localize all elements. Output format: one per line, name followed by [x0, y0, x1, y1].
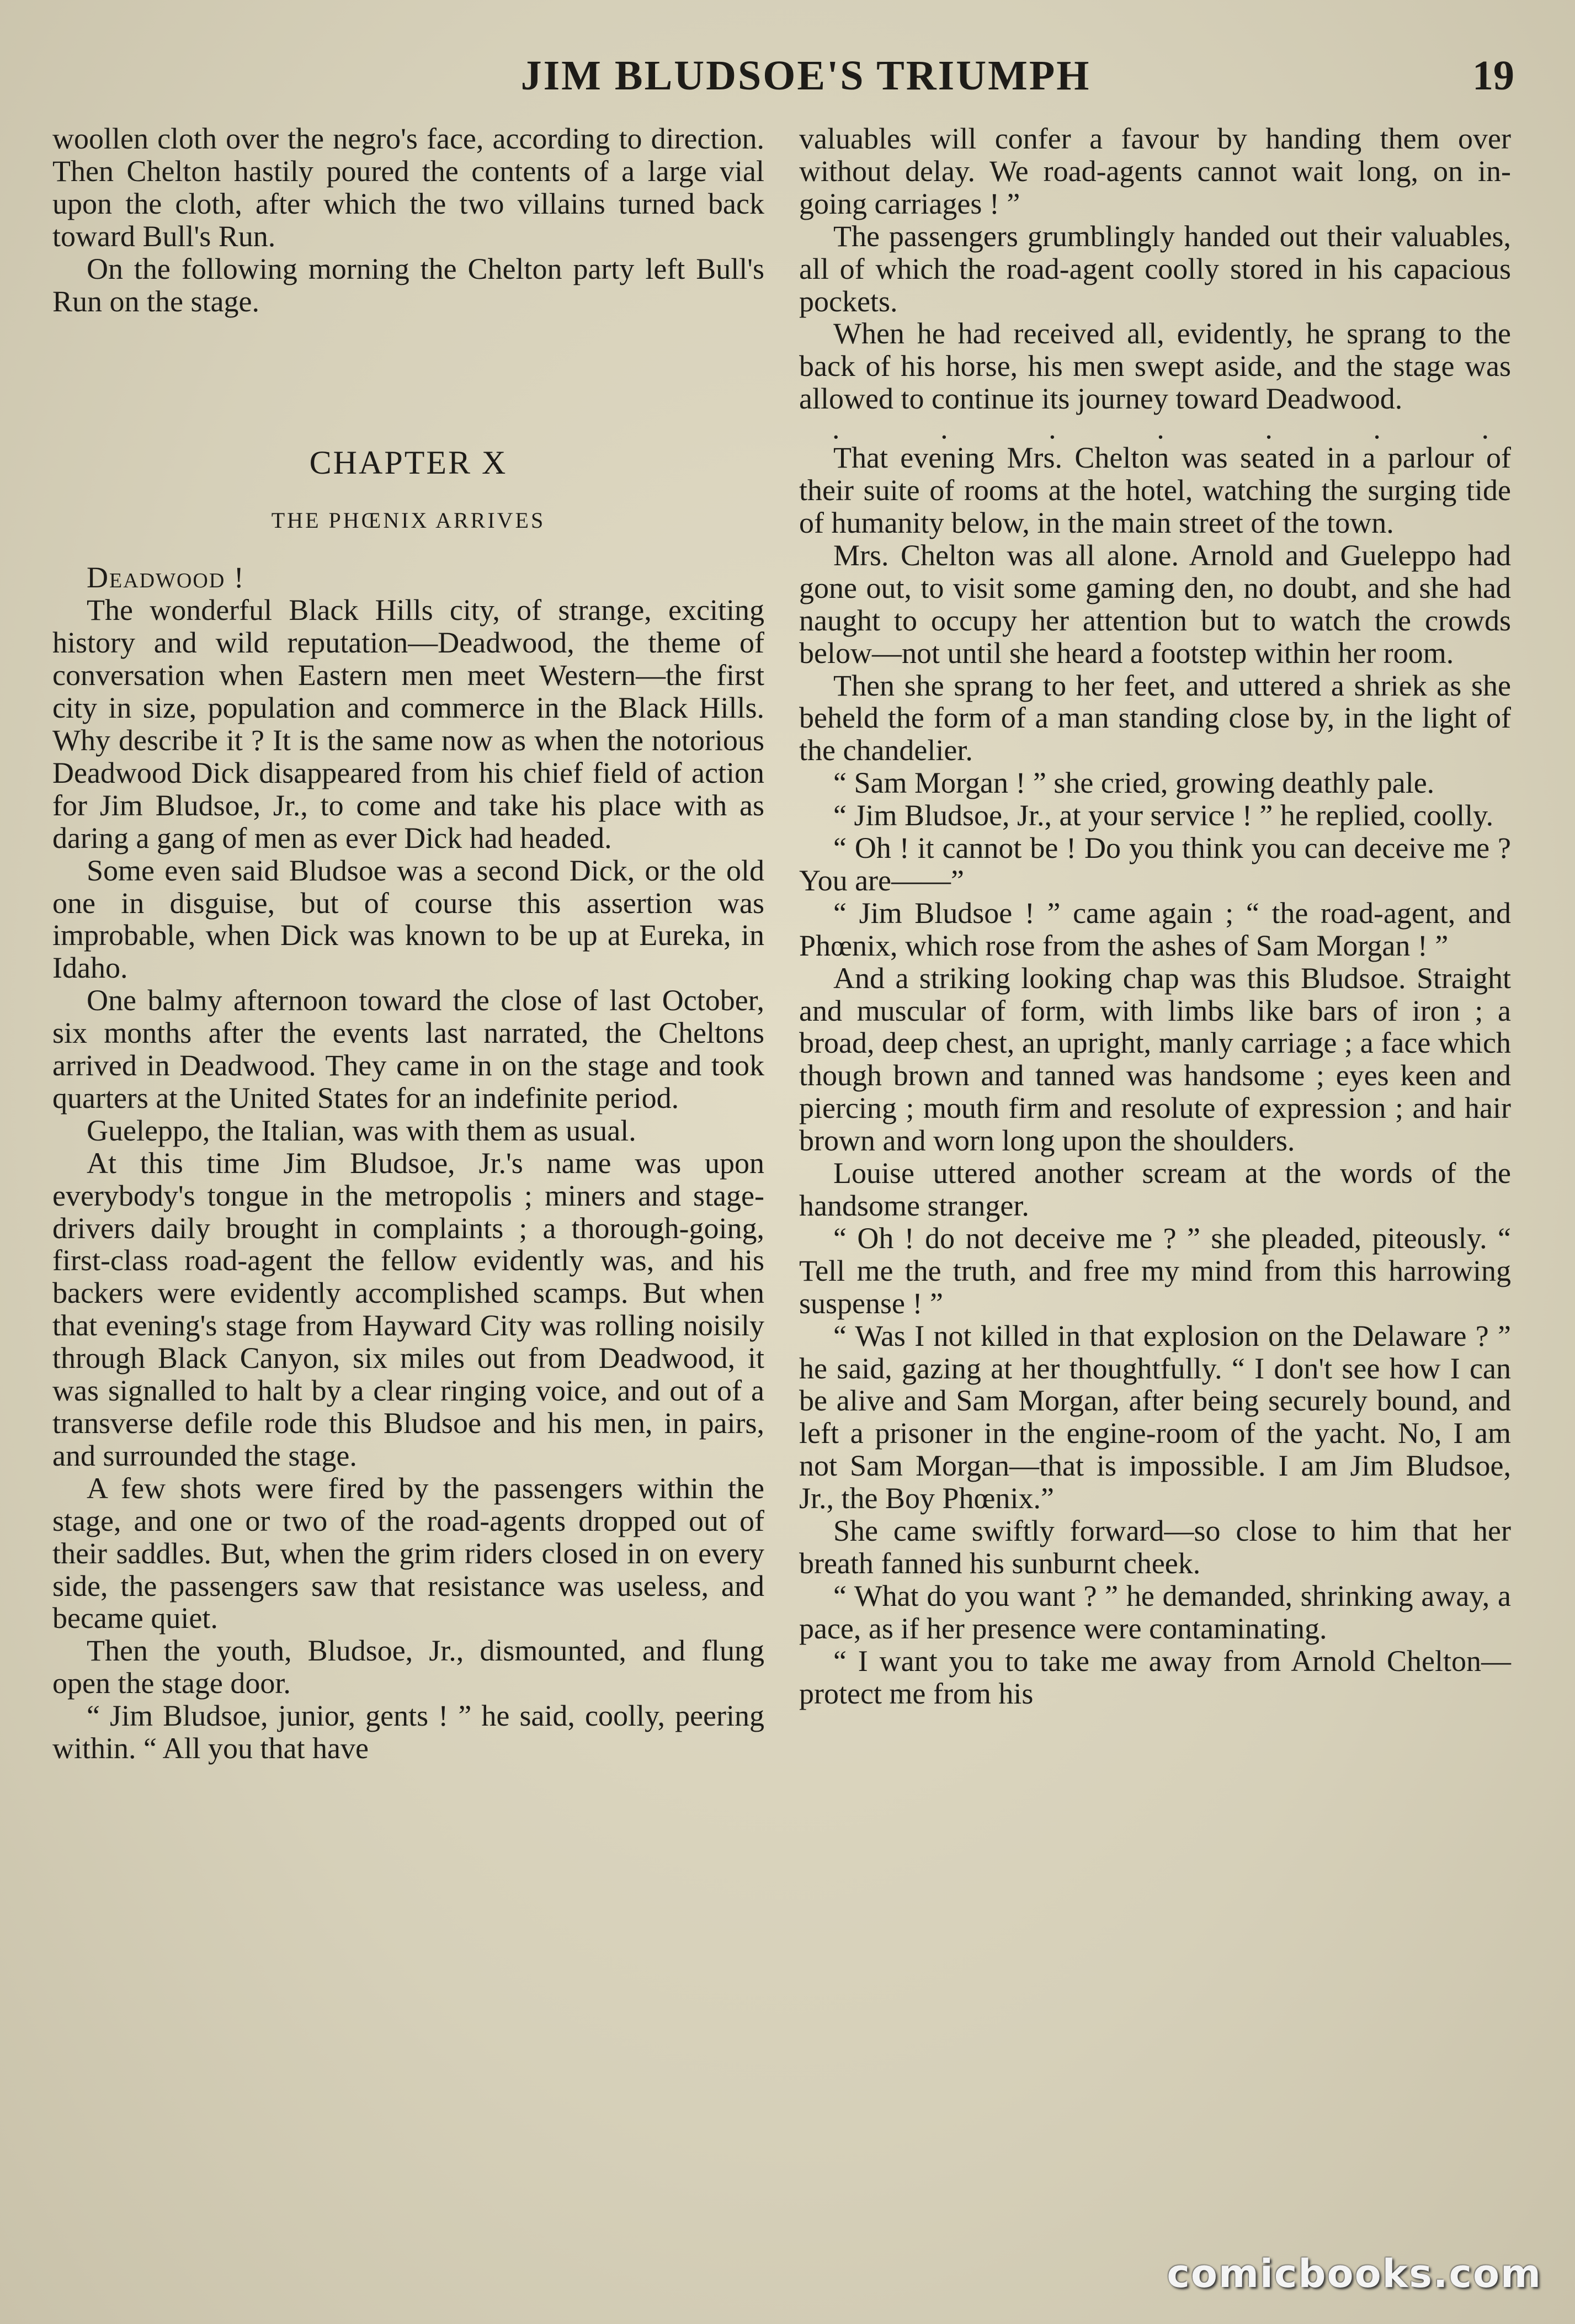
- paragraph: Then the youth, Bludsoe, Jr., dismounted, and flung open the stage door.: [52, 1634, 764, 1700]
- running-title: JIM BLUDSOE'S TRIUMPH: [520, 52, 1091, 99]
- paragraph: “ Jim Bludsoe ! ” came again ; “ the road-agent, and Phœnix, which rose from the ashes of Sam Morgan ! ”: [799, 896, 1511, 962]
- page-number: 19: [1472, 52, 1514, 99]
- paragraph: The passengers grumblingly handed out their valuables, all of which the road-agent coolly stored in his capacious pockets.: [799, 219, 1511, 318]
- paragraph: “ I want you to take me away from Arnold Chelton—protect me from his: [799, 1644, 1511, 1710]
- paragraph: A few shots were fired by the passengers within the stage, and one or two of the road-agents dropped out of their saddles. But, when the grim riders closed in on every side, the passengers saw that resistance was useless, and became quiet.: [52, 1471, 764, 1635]
- paragraph: “ Jim Bludsoe, junior, gents ! ” he said, coolly, peering within. “ All you that have: [52, 1699, 764, 1765]
- paragraph: Louise uttered another scream at the words of the handsome stranger.: [799, 1156, 1511, 1222]
- paragraph: “ Jim Bludsoe, Jr., at your service ! ” he replied, coolly.: [833, 799, 1494, 832]
- paragraph: woollen cloth over the negro's face, according to direction. Then Chelton hastily poured the contents of a large vial upon the cloth, after which the two villains turned back toward Bull's Run.: [52, 122, 764, 253]
- paragraph: “ Was I not killed in that explosion on the Delaware ? ” he said, gazing at her thoughtfully. “ I don't see how I can be alive and Sam Morgan, after being securely bound, and left a prisoner in the engine-room of the yacht. No, I am not Sam Morgan—that is impossible. I am Jim Bludsoe, Jr., the Boy Phœnix.”: [799, 1319, 1511, 1515]
- paragraph: Some even said Bludsoe was a second Dick, or the old one in disguise, but of course this assertion was improbable, when Dick was known to be up at Eureka, in Idaho.: [52, 853, 764, 985]
- running-header: [0, 45, 1575, 106]
- paragraph: Gueleppo, the Italian, was with them as usual.: [87, 1113, 636, 1147]
- paragraph: Mrs. Chelton was all alone. Arnold and Gueleppo had gone out, to visit some gaming den, no doubt, and she had naught to occupy her attention but to watch the crowds below—not until she heard a footstep within her room.: [799, 538, 1511, 670]
- paragraph: “ Oh ! do not deceive me ? ” she pleaded, piteously. “ Tell me the truth, and free my mind from this harrowing suspense ! ”: [799, 1221, 1511, 1320]
- left-column: [52, 123, 764, 1765]
- paragraph: “ Oh ! it cannot be ! Do you think you can deceive me ? You are——”: [799, 831, 1511, 897]
- paragraph: Then she sprang to her feet, and uttered a shriek as she beheld the form of a man standing close by, in the light of the chandelier.: [799, 668, 1511, 767]
- paragraph: The wonderful Black Hills city, of strange, exciting history and wild reputation—Deadwood, the theme of conversation when Eastern men meet Western—the first city in size, population and commerce in the Black Hills. Why describe it ? It is the same now as when the notorious Deadwood Dick disappeared from his chief field of action for Jim Bludsoe, Jr., to come and take his place with as daring a gang of men as ever Dick had headed.: [52, 593, 764, 855]
- site-watermark: comicbooks.com: [1167, 2251, 1542, 2296]
- paragraph: That evening Mrs. Chelton was seated in a parlour of their suite of rooms at the hotel, watching the surging tide of humanity below, in the main street of the town.: [799, 441, 1511, 539]
- paragraph: valuables will confer a favour by handing them over without delay. We road-agents cannot wait long, on in-going carriages ! ”: [799, 122, 1511, 220]
- paragraph: And a striking looking chap was this Bludsoe. Straight and muscular of form, with limbs like bars of iron ; a broad, deep chest, an upright, manly carriage ; a face which though brown and tanned was handsome ; eyes keen and piercing ; mouth firm and resolute of expression ; and hair brown and worn long upon the shoulders.: [799, 961, 1511, 1158]
- chapter-title: THE PHŒNIX ARRIVES: [271, 508, 546, 533]
- paragraph: She came swiftly forward—so close to him that her breath fanned his sunburnt cheek.: [799, 1514, 1511, 1580]
- section-separator: . . . . . . .: [832, 412, 1489, 445]
- paragraph: At this time Jim Bludsoe, Jr.'s name was upon everybody's tongue in the metropolis ; miners and stage-drivers daily brought in complaints ; a thorough-going, first-class road-agent the fellow evidently was, and his backers were evidently accomplished scamps. But when that evening's stage from Hayward City was rolling noisily through Black Canyon, six miles out from Deadwood, it was signalled to halt by a clear ringing voice, and out of a transverse defile rode this Bludsoe and his men, in pairs, and surrounded the stage.: [52, 1146, 764, 1472]
- right-column: [799, 123, 1511, 1710]
- paragraph: When he had received all, evidently, he sprang to the back of his horse, his men swept aside, and the stage was allowed to continue its journey toward Deadwood.: [799, 317, 1511, 416]
- paragraph: On the following morning the Chelton party left Bull's Run on the stage.: [52, 252, 764, 318]
- paragraph: One balmy afternoon toward the close of last October, six months after the events last narrated, the Cheltons arrived in Deadwood. They came in on the stage and took quarters at the United States for an indefinite period.: [52, 984, 764, 1115]
- paragraph: “ What do you want ? ” he demanded, shrinking away, a pace, as if her presence were contaminating.: [799, 1579, 1511, 1645]
- paragraph: “ Sam Morgan ! ” she cried, growing deathly pale.: [833, 766, 1435, 800]
- chapter-heading: CHAPTER X: [309, 444, 508, 481]
- opening-word: Deadwood !: [87, 561, 245, 595]
